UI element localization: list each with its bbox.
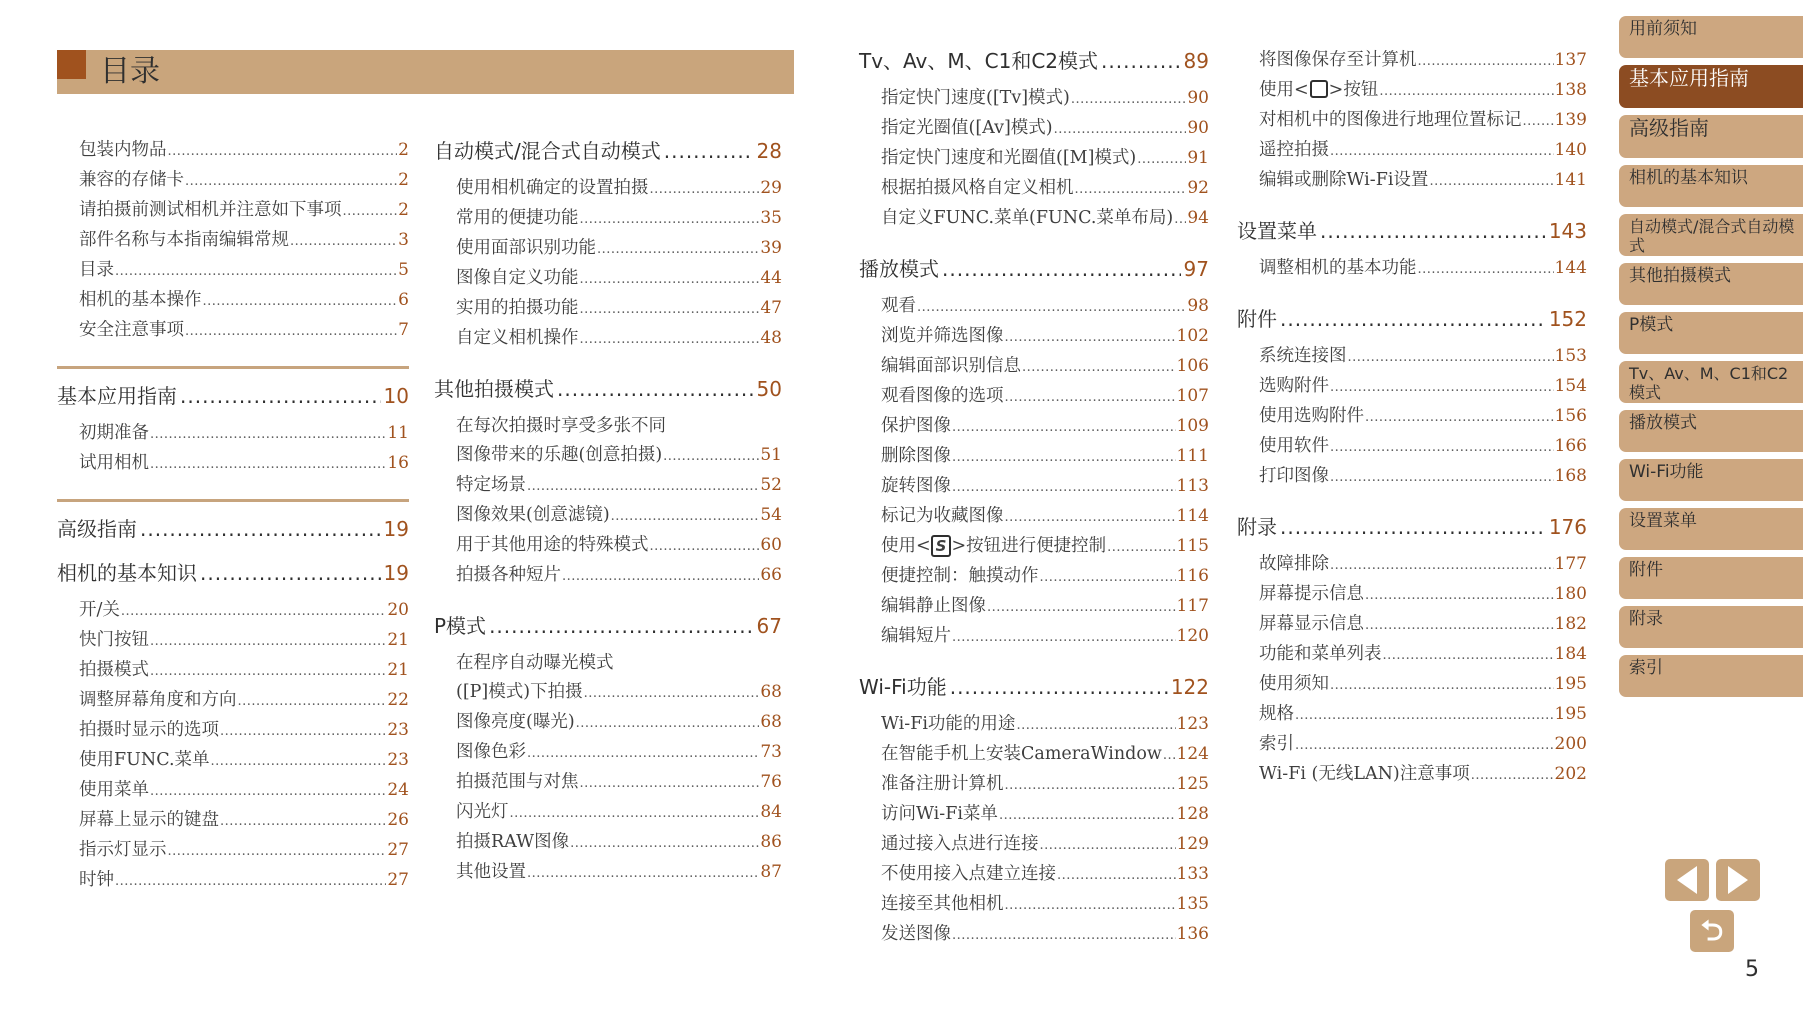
page-title: 目录 (100, 54, 160, 89)
toc-section (1237, 216, 1587, 284)
toc-entry[interactable]: 选购附件 ..... 154 (1259, 372, 1587, 402)
toc-entry[interactable]: 观看 ..... 98 (881, 292, 1209, 322)
chapter-tab[interactable]: P模式 (1619, 312, 1803, 354)
toc-section-heading[interactable]: Wi-Fi功能 ..... 122 (859, 672, 1209, 702)
toc-column-3 (859, 46, 1209, 970)
toc-entry[interactable]: 使用面部识别功能 ..... 39 (456, 234, 782, 264)
toc-entry-list (434, 649, 782, 708)
chapter-tab[interactable]: 设置菜单 (1619, 508, 1803, 550)
toc-entry[interactable]: 使用< S >按钮进行便捷控制 ..... 115 (881, 532, 1209, 562)
toc-entry[interactable]: 访问Wi-Fi菜单 ..... 128 (881, 800, 1209, 830)
toc-entry-list (1237, 254, 1587, 284)
toc-entry[interactable]: 初期准备 ..... 11 (79, 419, 409, 449)
toc-entry[interactable]: 便捷控制：触摸动作 ..... 116 (881, 562, 1209, 592)
title-marker (57, 50, 86, 79)
toc-section-heading[interactable]: 附件 ..... 152 (1237, 304, 1587, 334)
toc-entry[interactable]: 特定场景 ..... 52 (456, 471, 782, 501)
toc-entry-list (859, 292, 1209, 532)
toc-column-4 (1237, 46, 1587, 810)
toc-entry[interactable]: 指定快门速度和光圈值([M]模式) ..... 91 (881, 144, 1209, 174)
toc-entry[interactable]: 编辑面部识别信息 ..... 106 (881, 352, 1209, 382)
toc-entry-list (434, 708, 782, 888)
toc-entry-list (57, 596, 409, 896)
toc-entry[interactable]: 编辑静止图像 ..... 117 (881, 592, 1209, 622)
toc-entry[interactable]: 使用选购附件 ..... 156 (1259, 402, 1587, 432)
chapter-tab[interactable]: 自动模式/混合式自动模式 (1619, 214, 1803, 256)
toc-section (1237, 512, 1587, 790)
toc-entry-list (57, 136, 409, 346)
triangle-right-icon (1728, 866, 1748, 894)
chapter-tabs (1619, 16, 1803, 704)
toc-entry-list (434, 471, 782, 591)
toc-section (434, 611, 782, 888)
toc-entry[interactable]: 将图像保存至计算机 ..... 137 (1259, 46, 1587, 76)
toc-entry[interactable]: 拍摄模式 ..... 21 (79, 656, 409, 686)
toc-entry[interactable]: 时钟 ..... 27 (79, 866, 409, 896)
chapter-tab[interactable]: Tv、Av、M、C1和C2模式 (1619, 361, 1803, 403)
toc-entry[interactable]: 对相机中的图像进行地理位置标记 ..... 139 (1259, 106, 1587, 136)
next-page-button[interactable] (1716, 859, 1760, 901)
toc-entry[interactable]: 拍摄时显示的选项 ..... 23 (79, 716, 409, 746)
toc-entry-list (859, 710, 1209, 950)
chapter-tab[interactable]: 播放模式 (1619, 410, 1803, 452)
mobile-device-icon (1310, 80, 1328, 98)
toc-entry-list (859, 532, 1209, 562)
toc-section-heading[interactable]: 高级指南 ..... 19 (57, 514, 409, 544)
toc-entry-list (859, 562, 1209, 652)
toc-entry-list (434, 412, 782, 471)
toc-entry[interactable]: 索引 ..... 200 (1259, 730, 1587, 760)
toc-entry-list (1237, 342, 1587, 492)
toc-section-heading[interactable]: 播放模式 ..... 97 (859, 254, 1209, 284)
chapter-tab[interactable]: 相机的基本知识 (1619, 165, 1803, 207)
toc-entry[interactable]: 使用菜单 ..... 24 (79, 776, 409, 806)
toc-entry[interactable]: 试用相机 ..... 16 (79, 449, 409, 479)
toc-entry[interactable]: 功能和菜单列表 ..... 184 (1259, 640, 1587, 670)
toc-section-heading[interactable]: 基本应用指南 ..... 10 (57, 381, 409, 411)
toc-section (859, 46, 1209, 234)
toc-entry[interactable]: 发送图像 ..... 136 (881, 920, 1209, 950)
toc-entry[interactable]: 在智能手机上安装CameraWindow ..... 124 (881, 740, 1209, 770)
toc-section (57, 366, 409, 479)
quick-control-icon: S (931, 535, 952, 557)
toc-section-heading[interactable]: 设置菜单 ..... 143 (1237, 216, 1587, 246)
toc-entry[interactable]: 实用的拍摄功能 ..... 47 (456, 294, 782, 324)
toc-section-heading[interactable]: 附录 ..... 176 (1237, 512, 1587, 542)
toc-entry[interactable]: 其他设置 ..... 87 (456, 858, 782, 888)
toc-column-2 (434, 136, 782, 908)
toc-entry[interactable]: 保护图像 ..... 109 (881, 412, 1209, 442)
toc-entry[interactable]: 常用的便捷功能 ..... 35 (456, 204, 782, 234)
toc-entry[interactable]: 指定光圈值([Av]模式) ..... 90 (881, 114, 1209, 144)
toc-entry[interactable]: 拍摄RAW图像 ..... 86 (456, 828, 782, 858)
toc-entry[interactable]: 连接至其他相机 ..... 135 (881, 890, 1209, 920)
toc-entry[interactable]: 系统连接图 ..... 153 (1259, 342, 1587, 372)
chapter-tab[interactable]: 附录 (1619, 606, 1803, 648)
toc-section (1237, 46, 1587, 196)
toc-entry-list (57, 419, 409, 479)
toc-entry[interactable]: 删除图像 ..... 111 (881, 442, 1209, 472)
toc-entry[interactable]: 使用< >按钮 ..... 138 (1259, 76, 1587, 106)
toc-entry[interactable]: 开/关 ..... 20 (79, 596, 409, 626)
toc-entry[interactable]: 相机的基本操作 ..... 6 (79, 286, 409, 316)
toc-entry[interactable]: 图像带来的乐趣(创意拍摄) ..... 51 (456, 441, 782, 471)
toc-section (57, 558, 409, 896)
toc-entry[interactable]: 图像色彩 ..... 73 (456, 738, 782, 768)
toc-section-heading[interactable]: 自动模式/混合式自动模式 ..... 28 (434, 136, 782, 166)
toc-entry[interactable]: 快门按钮 ..... 21 (79, 626, 409, 656)
chapter-tab[interactable]: Wi-Fi功能 (1619, 459, 1803, 501)
toc-section (57, 136, 409, 346)
toc-entry[interactable]: 观看图像的选项 ..... 107 (881, 382, 1209, 412)
toc-section (434, 136, 782, 354)
toc-entry[interactable]: 故障排除 ..... 177 (1259, 550, 1587, 580)
toc-entry-list (434, 174, 782, 354)
chapter-tab[interactable]: 附件 (1619, 557, 1803, 599)
chapter-tab[interactable]: 其他拍摄模式 (1619, 263, 1803, 305)
toc-entry[interactable]: 包装内物品 ..... 2 (79, 136, 409, 166)
toc-entry[interactable]: 调整相机的基本功能 ..... 144 (1259, 254, 1587, 284)
toc-entry[interactable]: 兼容的存储卡 ..... 2 (79, 166, 409, 196)
toc-entry[interactable]: 目录 ..... 5 (79, 256, 409, 286)
toc-entry[interactable]: 自定义FUNC.菜单(FUNC.菜单布局) ..... 94 (881, 204, 1209, 234)
toc-entry[interactable]: 准备注册计算机 ..... 125 (881, 770, 1209, 800)
toc-entry[interactable]: 使用软件 ..... 166 (1259, 432, 1587, 462)
triangle-left-icon (1677, 866, 1697, 894)
toc-entry[interactable]: 拍摄各种短片 ..... 66 (456, 561, 782, 591)
toc-entry[interactable]: 指示灯显示 ..... 27 (79, 836, 409, 866)
toc-section (859, 672, 1209, 950)
toc-entry[interactable]: 部件名称与本指南编辑常规 ..... 3 (79, 226, 409, 256)
chapter-tab[interactable]: 索引 (1619, 655, 1803, 697)
toc-entry-line[interactable]: 在每次拍摄时享受多张不同 (456, 416, 666, 436)
toc-section-heading[interactable]: 相机的基本知识 ..... 19 (57, 558, 409, 588)
chapter-tab[interactable]: 基本应用指南 (1619, 65, 1803, 108)
toc-entry-list (1237, 550, 1587, 790)
toc-section (434, 374, 782, 591)
toc-entry[interactable]: 屏幕上显示的键盘 ..... 26 (79, 806, 409, 836)
toc-entry[interactable]: 使用须知 ..... 195 (1259, 670, 1587, 700)
toc-entry[interactable]: 编辑或删除Wi-Fi设置 ..... 141 (1259, 166, 1587, 196)
toc-section-heading[interactable]: 其他拍摄模式 ..... 50 (434, 374, 782, 404)
toc-entry-list (1237, 106, 1587, 196)
chapter-tab[interactable]: 用前须知 (1619, 16, 1803, 58)
toc-entry[interactable]: 屏幕提示信息 ..... 180 (1259, 580, 1587, 610)
toc-entry[interactable]: 指定快门速度([Tv]模式) ..... 90 (881, 84, 1209, 114)
toc-entry[interactable]: 图像亮度(曝光) ..... 68 (456, 708, 782, 738)
toc-entry[interactable]: 拍摄范围与对焦 ..... 76 (456, 768, 782, 798)
title-bar (57, 50, 794, 94)
page-number: 5 (1745, 957, 1759, 982)
toc-entry[interactable]: 用于其他用途的特殊模式 ..... 60 (456, 531, 782, 561)
toc-entry[interactable]: 使用相机确定的设置拍摄 ..... 29 (456, 174, 782, 204)
return-arrow-icon: ⮌ (1700, 914, 1724, 947)
toc-entry[interactable]: ([P]模式)下拍摄 ..... 68 (456, 678, 782, 708)
toc-entry[interactable]: 遥控拍摄 ..... 140 (1259, 136, 1587, 166)
toc-entry-line[interactable]: 在程序自动曝光模式 (456, 653, 614, 673)
chapter-tab[interactable]: 高级指南 (1619, 115, 1803, 158)
toc-entry[interactable]: 不使用接入点建立连接 ..... 133 (881, 860, 1209, 890)
toc-entry[interactable]: 使用FUNC.菜单 ..... 23 (79, 746, 409, 776)
previous-page-button[interactable] (1665, 859, 1709, 901)
toc-entry[interactable]: 图像自定义功能 ..... 44 (456, 264, 782, 294)
toc-section (859, 254, 1209, 652)
toc-section-heading[interactable]: Tv、Av、M、C1和C2模式 ..... 89 (859, 46, 1209, 76)
toc-section-heading[interactable]: P模式 ..... 67 (434, 611, 782, 641)
toc-entry[interactable]: 安全注意事项 ..... 7 (79, 316, 409, 346)
toc-section (57, 499, 409, 544)
toc-entry[interactable]: 打印图像 ..... 168 (1259, 462, 1587, 492)
return-button[interactable] (1690, 910, 1734, 952)
toc-entry-list (1237, 46, 1587, 106)
toc-entry[interactable]: 调整屏幕角度和方向 ..... 22 (79, 686, 409, 716)
toc-entry[interactable]: 根据拍摄风格自定义相机 ..... 92 (881, 174, 1209, 204)
toc-entry[interactable]: 旋转图像 ..... 113 (881, 472, 1209, 502)
toc-entry[interactable]: 规格 ..... 195 (1259, 700, 1587, 730)
toc-section (1237, 304, 1587, 492)
toc-entry[interactable]: 通过接入点进行连接 ..... 129 (881, 830, 1209, 860)
toc-entry[interactable]: 请拍摄前测试相机并注意如下事项 ..... 2 (79, 196, 409, 226)
toc-entry[interactable]: 屏幕显示信息 ..... 182 (1259, 610, 1587, 640)
toc-entry[interactable]: Wi-Fi功能的用途 ..... 123 (881, 710, 1209, 740)
toc-entry[interactable]: 自定义相机操作 ..... 48 (456, 324, 782, 354)
toc-entry-list (859, 84, 1209, 234)
toc-column-1 (57, 136, 409, 916)
toc-entry[interactable]: 编辑短片 ..... 120 (881, 622, 1209, 652)
toc-entry[interactable]: 闪光灯 ..... 84 (456, 798, 782, 828)
toc-entry[interactable]: 浏览并筛选图像 ..... 102 (881, 322, 1209, 352)
toc-entry[interactable]: Wi-Fi (无线LAN)注意事项 ..... 202 (1259, 760, 1587, 790)
toc-entry[interactable]: 图像效果(创意滤镜) ..... 54 (456, 501, 782, 531)
toc-entry[interactable]: 标记为收藏图像 ..... 114 (881, 502, 1209, 532)
